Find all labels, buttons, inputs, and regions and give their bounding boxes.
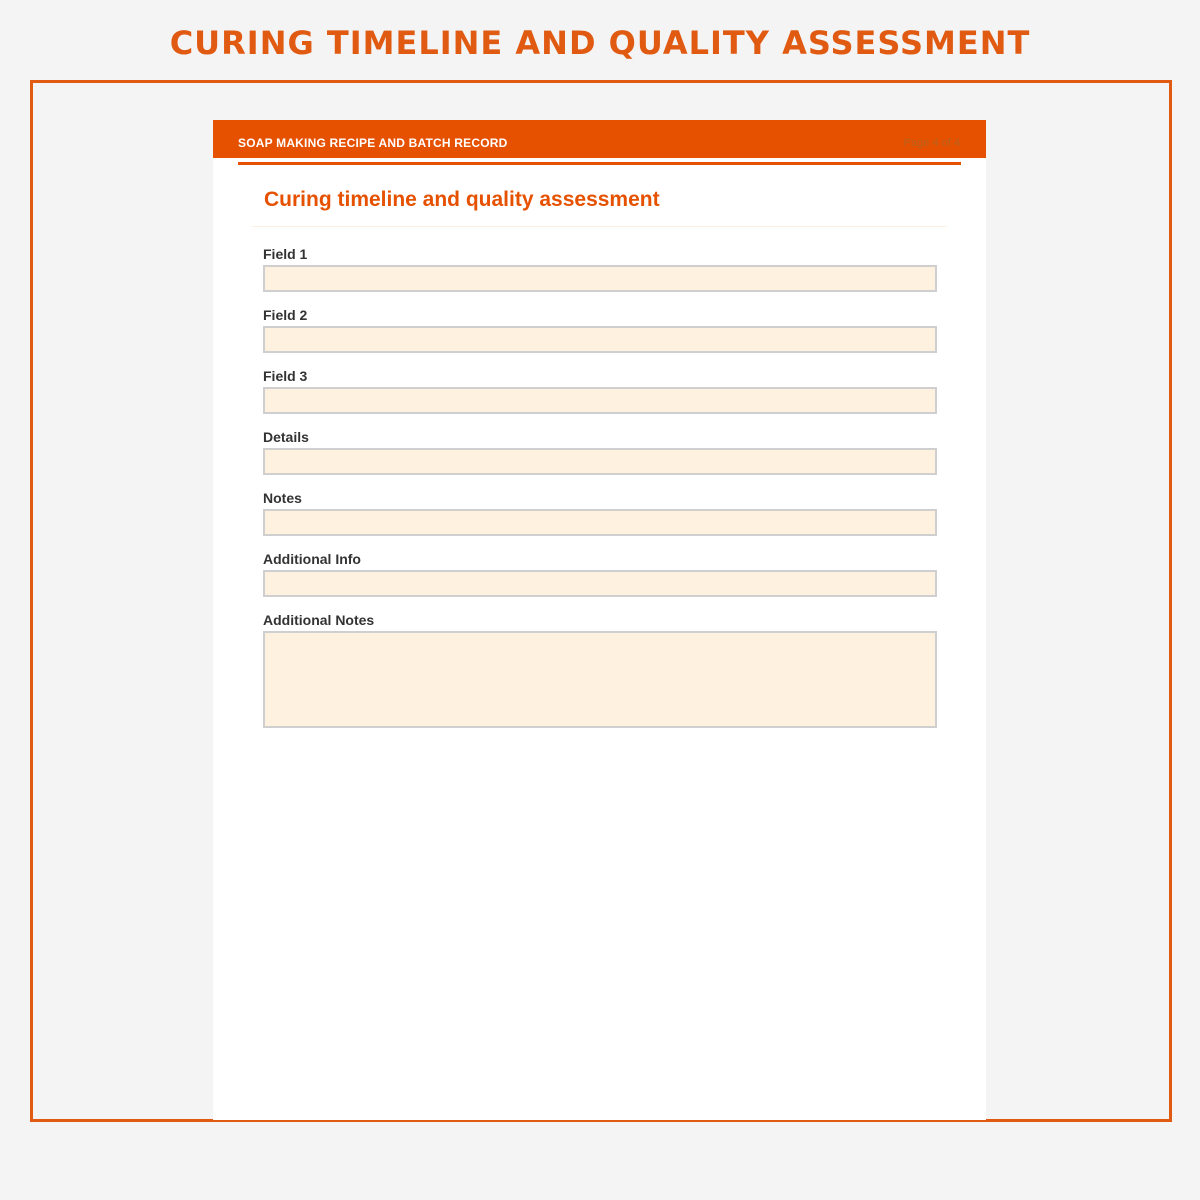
page-indicator: Page 4 of 4 [903, 137, 960, 149]
field-3-input[interactable] [263, 387, 937, 414]
form-field [263, 550, 937, 597]
banner-title: CURING TIMELINE AND QUALITY ASSESSMENT [169, 24, 1031, 62]
section-divider [252, 226, 947, 227]
header-divider [238, 162, 961, 165]
page-header-bar [213, 120, 986, 158]
additional-info-input[interactable] [263, 570, 937, 597]
document-page [213, 120, 986, 1120]
field-label: Notes [263, 490, 302, 506]
notes-input[interactable] [263, 509, 937, 536]
field-2-input[interactable] [263, 326, 937, 353]
document-header-title: SOAP MAKING RECIPE AND BATCH RECORD [238, 136, 508, 150]
form-field [263, 245, 937, 292]
form-field [263, 367, 937, 414]
form-field [263, 611, 937, 728]
form-fields [263, 245, 937, 742]
field-label: Details [263, 429, 309, 445]
field-label: Field 1 [263, 246, 308, 262]
form-field [263, 489, 937, 536]
field-1-input[interactable] [263, 265, 937, 292]
field-label: Field 2 [263, 307, 308, 323]
section-title: Curing timeline and quality assessment [264, 188, 660, 211]
field-label: Field 3 [263, 368, 308, 384]
field-label: Additional Info [263, 551, 361, 567]
form-field [263, 306, 937, 353]
additional-notes-textarea[interactable] [263, 631, 937, 728]
details-input[interactable] [263, 448, 937, 475]
form-field [263, 428, 937, 475]
field-label: Additional Notes [263, 612, 375, 628]
